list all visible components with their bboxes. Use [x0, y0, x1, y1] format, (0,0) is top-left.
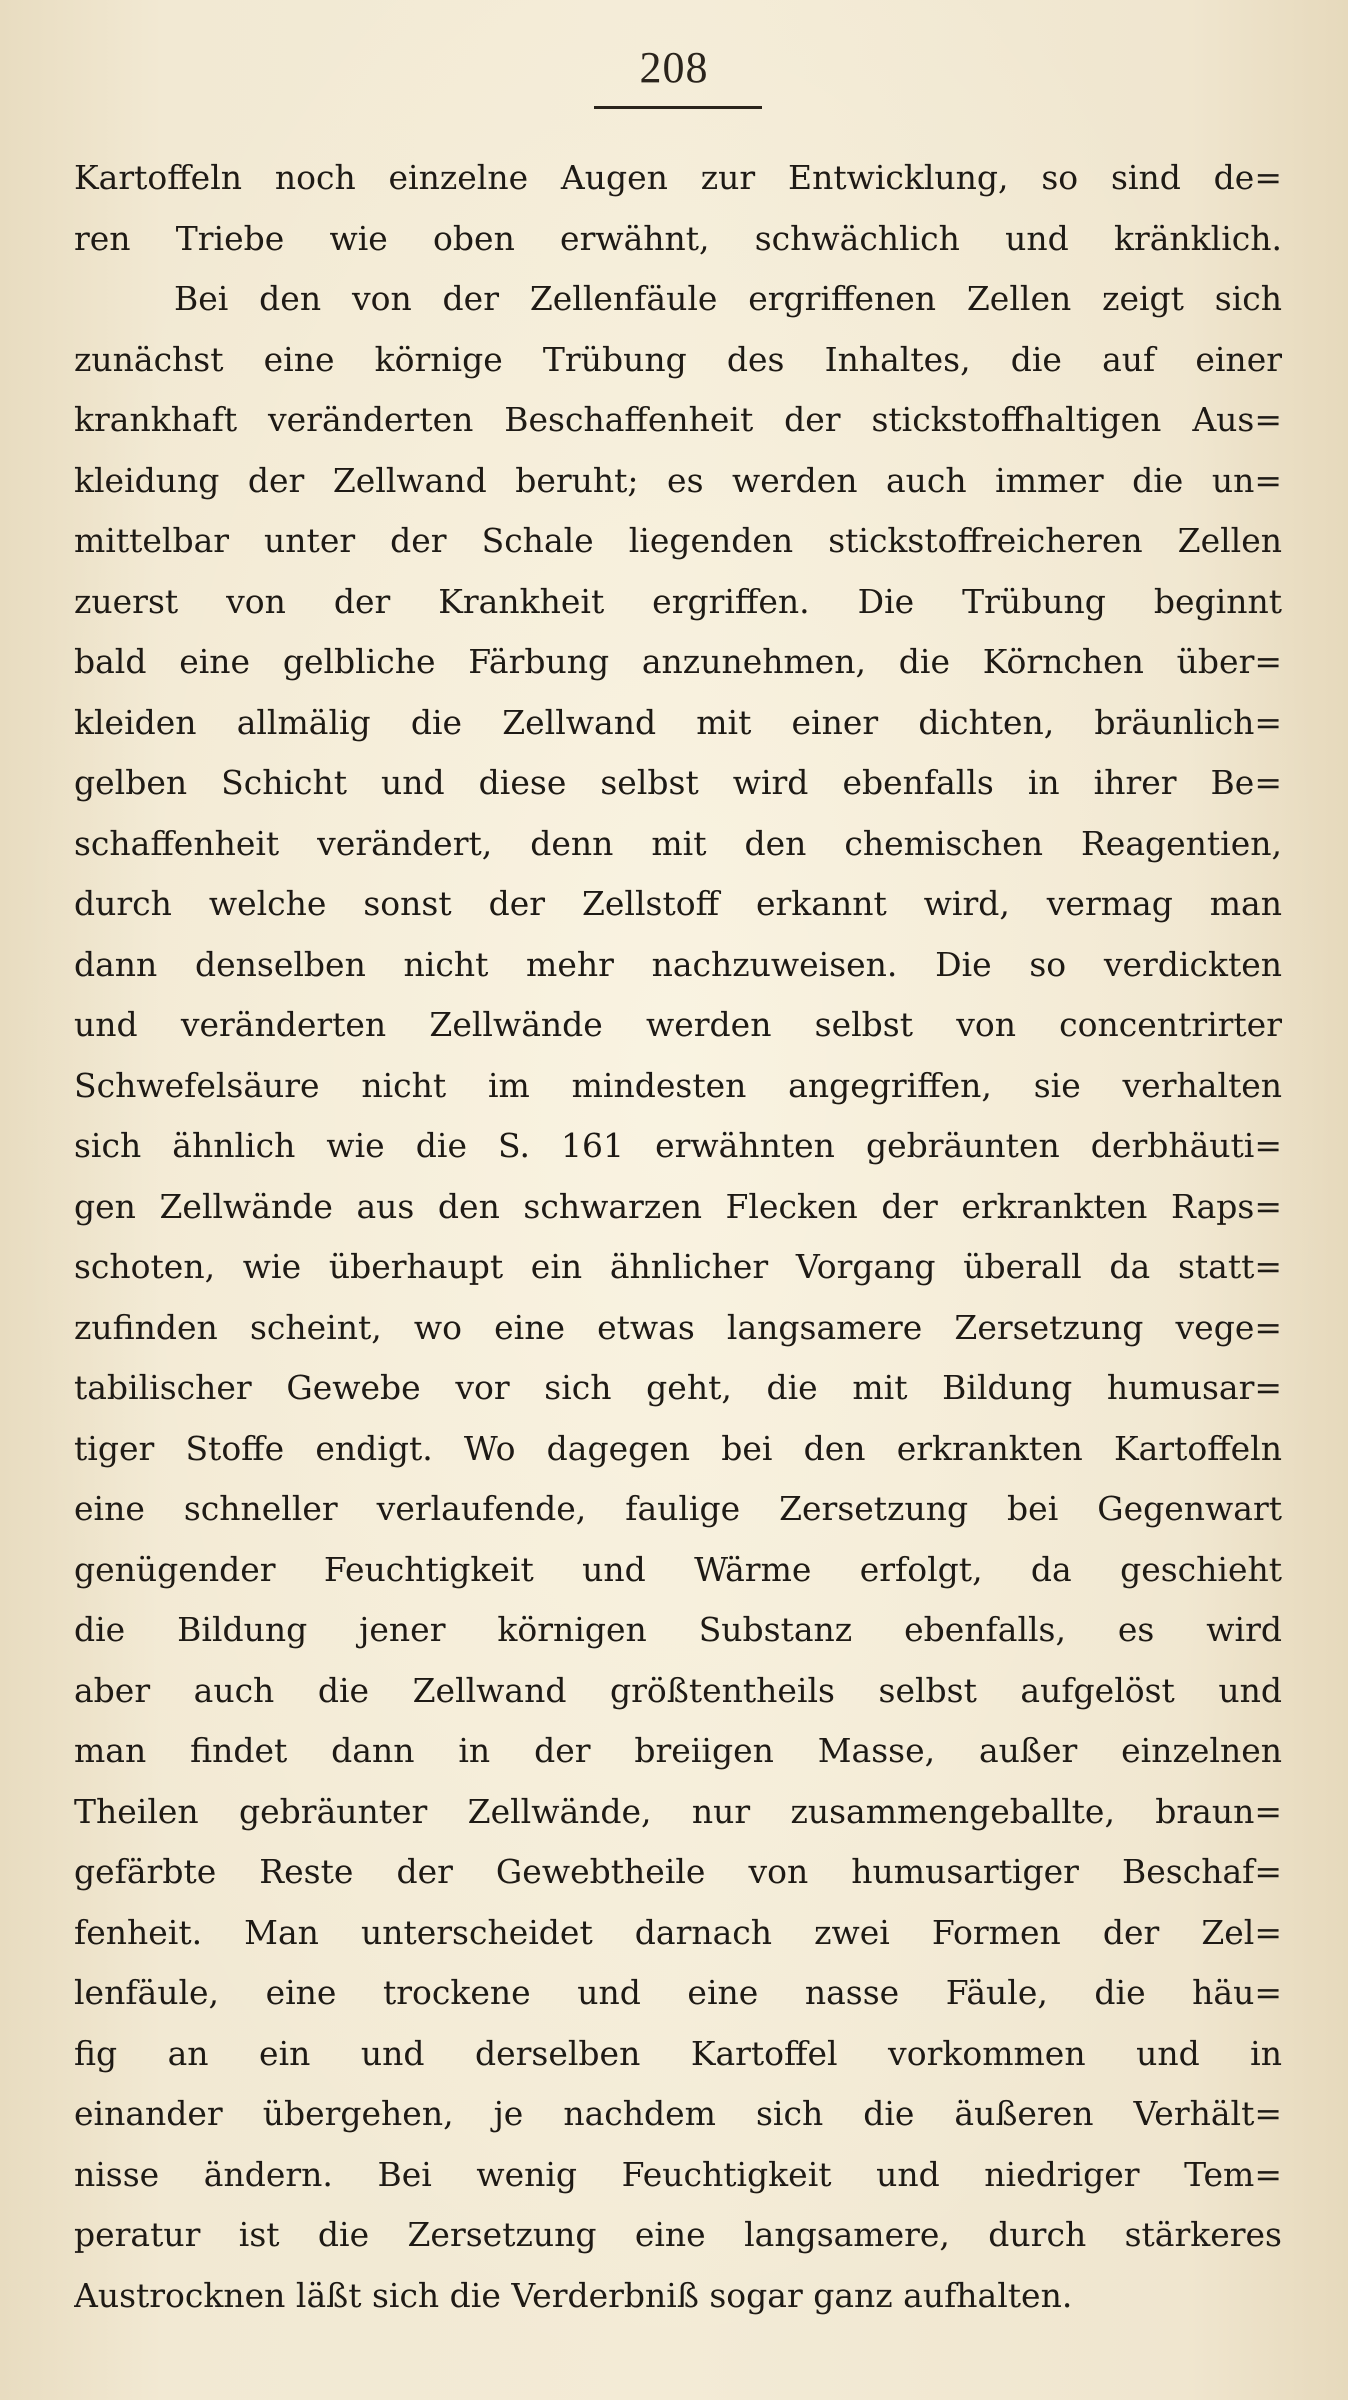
text-line: bald eine gelbliche Färbung anzunehmen, die Körnchen über= [74, 642, 1282, 681]
text-line: fenheit. Man unterscheidet darnach zwei Formen der Zel= [74, 1912, 1282, 1952]
text-line: dann denselben nicht mehr nachzuweisen. Die so verdickten [74, 944, 1282, 984]
text-line: durch welche sonst der Zellstoff erkannt wird, vermag man [74, 884, 1282, 923]
page-number: 208 [639, 43, 709, 92]
text-line: eine schneller verlaufende, faulige Zersetzung bei Gegenwart [74, 1489, 1282, 1528]
text-line: krankhaft veränderten Beschaffenheit der stickstoffhaltigen Aus= [74, 400, 1282, 439]
text-line: gefärbte Reste der Gewebtheile von humusartiger Beschaf= [74, 1852, 1282, 1891]
text-line: Theilen gebräunter Zellwände, nur zusammengeballte, braun= [74, 1791, 1282, 1831]
text-line: genügender Feuchtigkeit und Wärme erfolgt, da geschieht [74, 1549, 1282, 1589]
text-line: zunächst eine körnige Trübung des Inhaltes, die auf einer [74, 339, 1282, 379]
text-line: Austrocknen läßt sich die Verderbniß sogar ganz aufhalten. [74, 2275, 1073, 2315]
text-line: gen Zellwände aus den schwarzen Flecken der erkrankten Raps= [74, 1186, 1282, 1226]
text-line: tabilischer Gewebe vor sich geht, die mit Bildung humusar= [74, 1368, 1282, 1407]
text-line: mittelbar unter der Schale liegenden stickstoffreicheren Zellen [74, 521, 1282, 560]
text-line: die Bildung jener körnigen Substanz ebenfalls, es wird [74, 1610, 1282, 1649]
text-line: fig an ein und derselben Kartoffel vorkommen und in [74, 2033, 1282, 2073]
text-line: schoten, wie überhaupt ein ähnlicher Vorgang überall da statt= [74, 1247, 1282, 1286]
text-line: tiger Stoffe endigt. Wo dagegen bei den erkrankten Kartoffeln [74, 1428, 1282, 1468]
text-line: kleiden allmälig die Zellwand mit einer dichten, bräunlich= [74, 702, 1282, 742]
text-line: und veränderten Zellwände werden selbst von concentrirter [74, 1005, 1282, 1044]
text-line: nisse ändern. Bei wenig Feuchtigkeit und niedriger Tem= [74, 2154, 1282, 2194]
text-line: peratur ist die Zersetzung eine langsamere, durch stärkeres [74, 2215, 1282, 2254]
text-line: zufinden scheint, wo eine etwas langsamere Zersetzung vege= [74, 1307, 1282, 1347]
text-line: Kartoffeln noch einzelne Augen zur Entwicklung, so sind de= [74, 158, 1282, 197]
header-rule [594, 106, 762, 109]
text-line: zuerst von der Krankheit ergriffen. Die Trübung beginnt [74, 581, 1282, 621]
body-text [74, 148, 1282, 2326]
text-line: lenfäule, eine trockene und eine nasse Fäule, die häu= [74, 1973, 1282, 2012]
text-line: schaffenheit verändert, denn mit den chemischen Reagentien, [74, 823, 1282, 863]
text-line: man findet dann in der breiigen Masse, außer einzelnen [74, 1731, 1282, 1770]
text-line: aber auch die Zellwand größtentheils selbst aufgelöst und [74, 1670, 1282, 1710]
text-line: gelben Schicht und diese selbst wird ebenfalls in ihrer Be= [74, 763, 1282, 802]
text-line: Schwefelsäure nicht im mindesten angegriffen, sie verhalten [74, 1065, 1282, 1105]
text-line: Bei den von der Zellenfäule ergriffenen Zellen zeigt sich [174, 279, 1282, 318]
text-line: kleidung der Zellwand beruht; es werden auch immer die un= [74, 460, 1282, 500]
text-line: ren Triebe wie oben erwähnt, schwächlich und kränklich. [74, 218, 1282, 258]
text-line: einander übergehen, je nachdem sich die äußeren Verhält= [74, 2094, 1282, 2133]
text-line: sich ähnlich wie die S. 161 erwähnten gebräunten derbhäuti= [74, 1126, 1282, 1165]
